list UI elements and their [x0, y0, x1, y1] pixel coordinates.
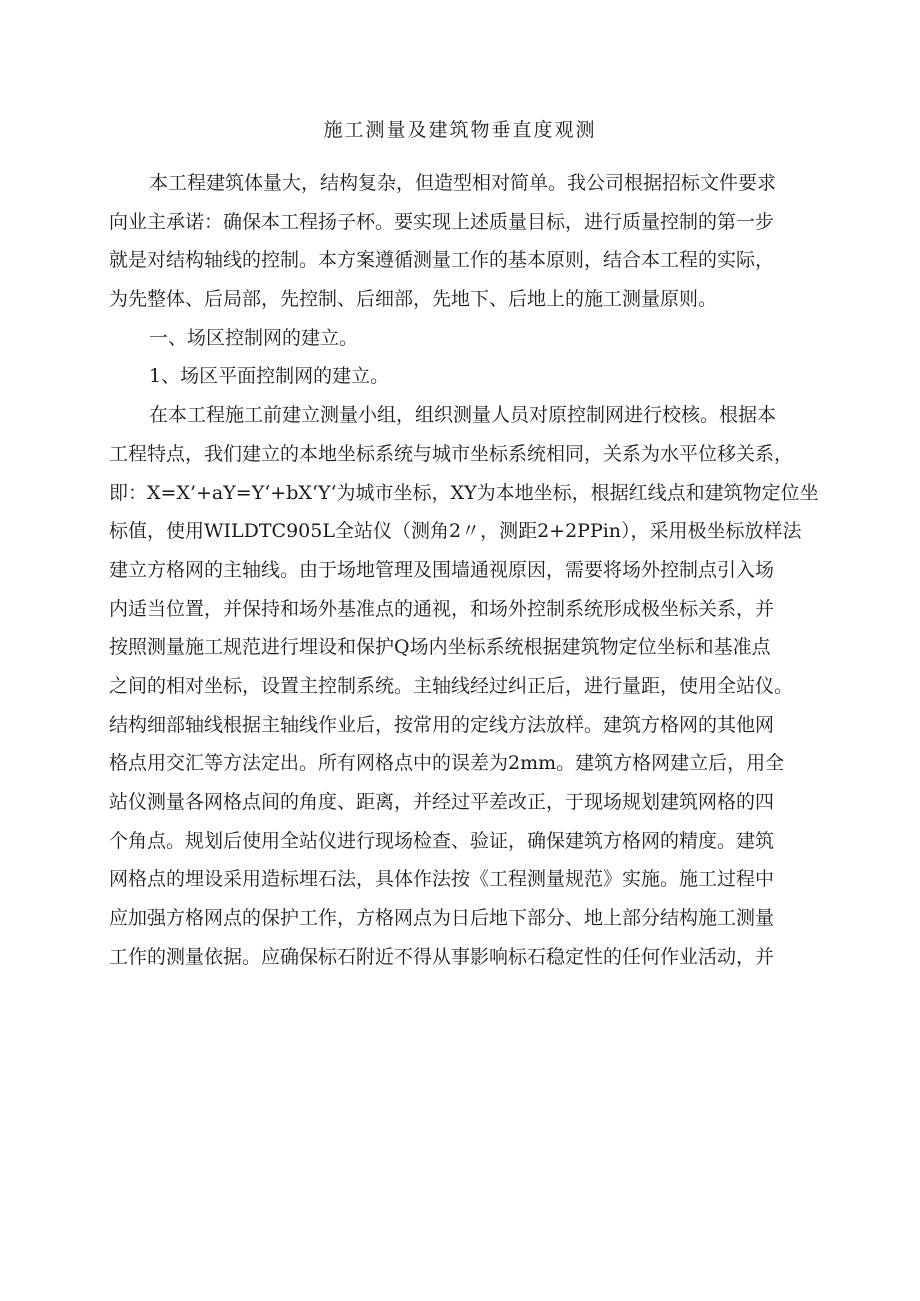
document-body: [109, 164, 821, 976]
text-line: 1、场区平面控制网的建立。: [149, 365, 390, 388]
text-line: 按照测量施工规范进行埋设和保护Q场内坐标系统根据建筑物定位坐标和基准点: [109, 636, 771, 659]
text-line: 本工程建筑体量大，结构复杂，但造型相对简单。我公司根据招标文件要求: [149, 172, 777, 194]
text-line: 即：X=X’+aY=Y‘+bX‘Y‘为城市坐标，XY为本地坐标，根据红线点和建筑物定位坐: [109, 481, 819, 504]
text-line: 标值，使用WILDTC905L全站仪（测角2〃，测距2+2PPin），采用极坐标放样法: [109, 520, 802, 543]
text-line: 应加强方格网点的保护工作，方格网点为日后地下部分、地上部分结构施工测量: [109, 907, 775, 930]
text-line: 为先整体、后局部，先控制、后细部，先地下、后地上的施工测量原则。: [109, 288, 718, 311]
text-line: 向业主承诺：确保本工程扬子杯。要实现上述质量目标，进行质量控制的第一步: [109, 210, 775, 233]
text-line: 一、场区控制网的建立。: [149, 326, 359, 349]
document-title: 施工测量及建筑物垂直度观测: [323, 119, 597, 141]
text-line: 站仪测量各网格点间的角度、距离，并经过平差改正，于现场规划建筑网格的四: [109, 791, 775, 813]
text-line: 格点用交汇等方法定出。所有网格点中的误差为2mm。建筑方格网建立后，用全: [109, 752, 785, 775]
text-line: 网格点的埋设采用造标埋石法，具体作法按《工程测量规范》实施。施工过程中: [109, 868, 775, 891]
text-line: 工程特点，我们建立的本地坐标系统与城市坐标系统相同，关系为水平位移关系，: [109, 442, 794, 465]
text-line: 就是对结构轴线的控制。本方案遵循测量工作的基本原则，结合本工程的实际，: [109, 249, 775, 272]
text-line: 个角点。规划后使用全站仪进行现场检查、验证，确保建筑方格网的精度。建筑: [109, 829, 775, 852]
text-line: 工作的测量依据。应确保标石附近不得从事影响标石稳定性的任何作业活动，并: [109, 945, 775, 968]
text-line: 在本工程施工前建立测量小组，组织测量人员对原控制网进行校核。根据本: [149, 404, 777, 427]
text-line: 结构细部轴线根据主轴线作业后，按常用的定线方法放样。建筑方格网的其他网: [109, 713, 775, 736]
text-line: 之间的相对坐标，设置主控制系统。主轴线经过纠正后，进行量距，使用全站仪。: [109, 674, 794, 697]
text-line: 建立方格网的主轴线。由于场地管理及围墙通视原因，需要将场外控制点引入场: [109, 558, 775, 581]
text-line: 内适当位置，并保持和场外基准点的通视，和场外控制系统形成极坐标关系，并: [109, 597, 775, 620]
